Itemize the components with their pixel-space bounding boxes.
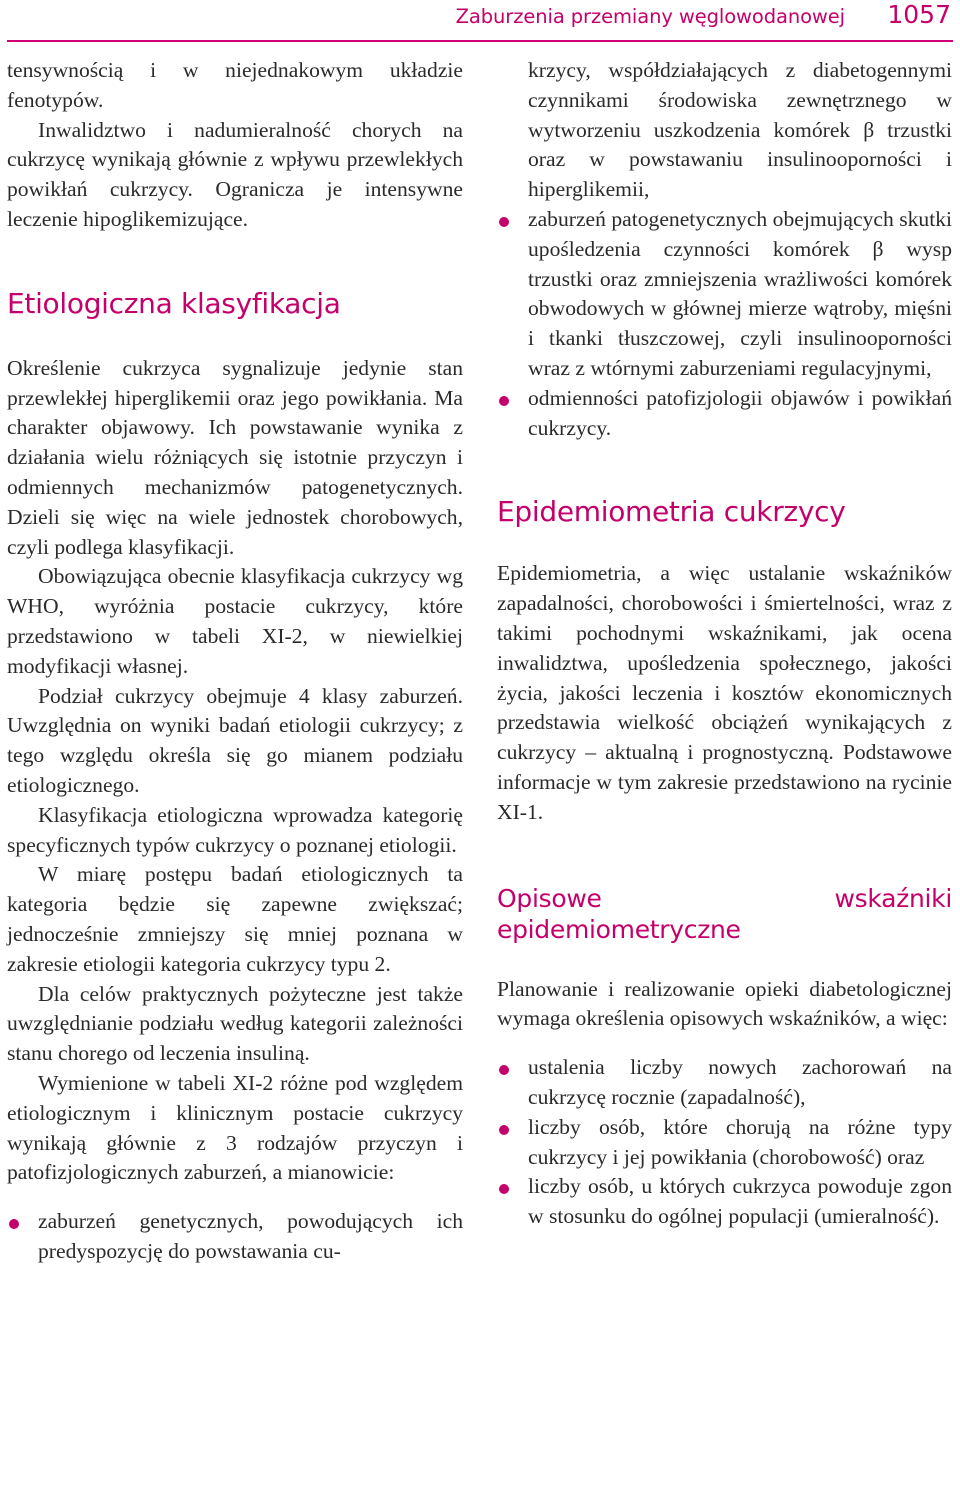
bullet-icon [499,396,509,406]
indicators-list [497,1053,952,1232]
running-title: Zaburzenia przemiany węglowodanowej [455,5,845,28]
header-rule [7,40,953,42]
list-item-text: liczby osób, które chorują na różne typy cukrzycy i jej powikłania (chorobowość) oraz [528,1114,952,1169]
bullet-icon [499,1184,509,1194]
intro-continuation: tensywnością i w niejednakowym układzie fenotypów. [7,58,463,112]
paragraph: Wymienione w tabeli XI-2 różne pod względem etiologicznym i klinicznym postacie cukrzycy wynikają głównie z 3 rodzajów przyczyn i patofizjologicznych zaburzeń, a mianowicie: [7,1070,463,1185]
list-item-text: ustalenia liczby nowych zachorowań na cukrzycę rocznie (zapadalność), [528,1055,952,1109]
bullet-icon [9,1219,19,1229]
bullet-icon [499,217,509,227]
list-item [497,384,952,444]
left-column [7,56,463,1267]
paragraph: Inwalidztwo i nadumieralność chorych na cukrzycę wynikają głównie z wpływu przewlekłych powikłań cukrzycy. Ogranicza je intensywne leczenie hipoglikemizujące. [7,117,463,231]
causes-list-continued [497,56,952,443]
list-item [497,56,952,205]
section-heading-epidemiometry: Epidemiometria cukrzycy [497,495,846,529]
list-item-text: odmienności patofizjologii objawów i powikłań cukrzycy. [528,385,952,440]
paragraph: Klasyfikacja etiologiczna wprowadza kategorię specyficznych typów cukrzycy o poznanej etiologii. [7,802,463,857]
list-item [497,1172,952,1232]
paragraph: Planowanie i realizowanie opieki diabetologicznej wymaga określenia opisowych wskaźników, a więc: [497,976,952,1031]
bullet-icon [499,1125,509,1135]
list-item-text: zaburzeń patogenetycznych obejmujących skutki upośledzenia czynności komórek β wysp trzustki oraz zmniejszenia wrażliwości komórek obwodowych w głównej mierze wątroby, mięśni i tkanki tłuszczowej, czyli insulinooporności wraz z wtórnymi zaburzeniami regulacyjnymi, [528,206,952,380]
list-item [497,1053,952,1113]
list-item [497,1113,952,1173]
list-item [7,1207,463,1267]
list-item-text: krzycy, współdziałających z diabetogennymi czynnikami środowiska zewnętrznego w wytworzeniu uszkodzenia komórek β trzustki oraz w powstawaniu insulinooporności i hiperglikemii, [528,58,952,202]
paragraph: Epidemiometria, a więc ustalanie wskaźników zapadalności, chorobowości i śmiertelności, wraz z takimi pochodnymi wskaźnikami, jak ocena inwalidztwa, upośledzenia społecznego, jakości życia, jakości leczenia i kosztów ekonomicznych przedstawia wielkość obciążeń wynikających z cukrzycy – aktualną i prognostyczną. Podstawowe informacje w tym zakresie przedstawiono na rycinie XI-1. [497,561,952,824]
paragraph: Określenie cukrzyca sygnalizuje jedynie stan przewlekłej hiperglikemii oraz jego powikłania. Ma charakter objawowy. Ich powstawanie wynika z działania wielu różniących się istotnie przyczyn i odmiennych mechanizmów patogenetycznych. Dzieli się więc na wiele jednostek chorobowych, czyli podlega klasyfikacji. [7,355,463,559]
paragraph: Dla celów praktycznych pożyteczne jest także uwzględnianie podziału według kategorii zależności stanu chorego od leczenia insuliną. [7,981,463,1066]
section-heading-descriptive-indicators: Opisowe wskaźniki epidemiometryczne [497,883,952,944]
right-column [497,56,952,1232]
bullet-icon [499,1065,509,1075]
page-number: 1057 [887,0,951,29]
paragraph: W miarę postępu badań etiologicznych ta kategoria będzie się zapewne zwiększać; jednocześnie zmniejszy się mniej poznana w zakresie etiologii kategoria cukrzycy typu 2. [7,862,463,976]
paragraph: Obowiązująca obecnie klasyfikacja cukrzycy wg WHO, wyróżnia postacie cukrzycy, które przedstawiono w tabeli XI-2, w niewielkiej modyfikacji własnej. [7,564,463,678]
page-header [0,0,960,44]
causes-list [7,1207,463,1267]
list-item [497,205,952,384]
section-heading-etiology: Etiologiczna klasyfikacja [7,286,341,320]
paragraph: Podział cukrzycy obejmuje 4 klasy zaburzeń. Uwzględnia on wyniki badań etiologii cukrzycy; z tego względu określa się go mianem podziału etiologicznego. [7,683,463,797]
list-item-text: zaburzeń genetycznych, powodujących ich predyspozycję do powstawania cu- [38,1209,463,1263]
list-item-text: liczby osób, u których cukrzyca powoduje zgon w stosunku do ogólnej populacji (umieralność). [528,1174,952,1229]
